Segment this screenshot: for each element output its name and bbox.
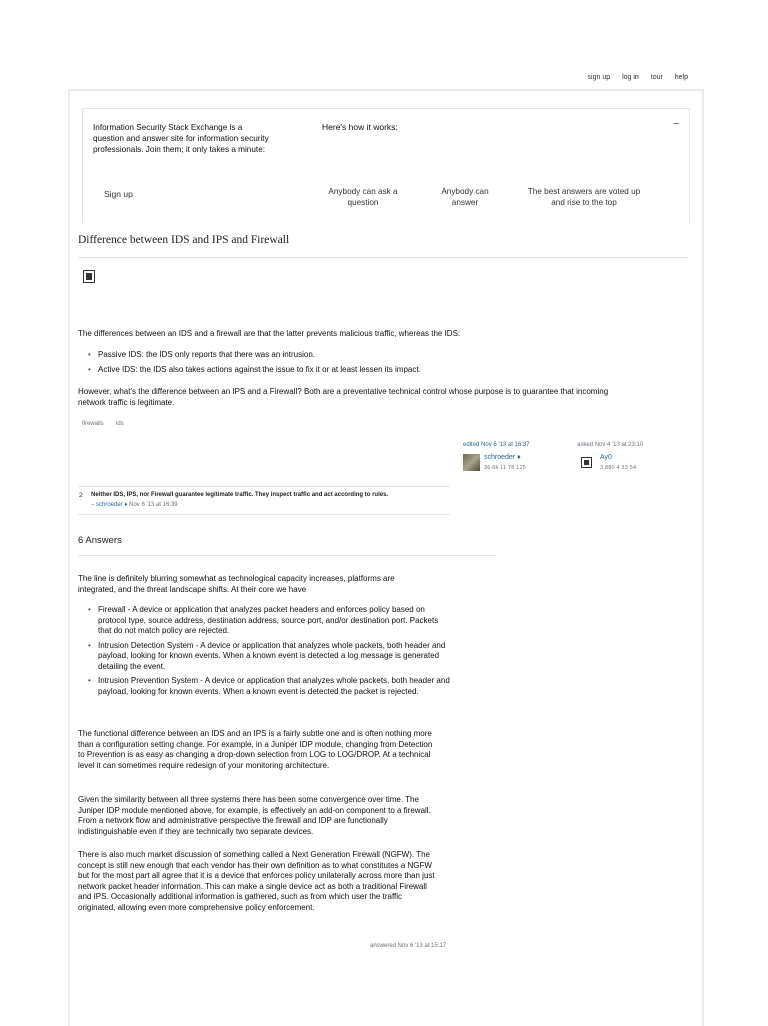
answer-paragraph: Given the similarity between all three systems there has been some convergence over time. The Juniper IDP module mentioned above, for example, is effectively an add-on component to a firewall. From a network flow and administrative perspective the firewall and IDP are functionally indistinguishable even if they are technically two separate devices.	[78, 795, 431, 836]
how-it-works-heading: Here's how it works:	[322, 122, 398, 132]
list-item: • Intrusion Prevention System - A device or application that analyzes whole packets, both header and payload, looking for known events. When a known event is detected the packet is rejected.	[98, 676, 450, 697]
welcome-signup-button[interactable]: Sign up	[104, 189, 133, 199]
close-icon[interactable]: –	[673, 118, 679, 129]
tag-ids[interactable]: ids	[116, 421, 124, 427]
list-item: • Intrusion Detection System - A device or application that analyzes whole packets, both header and payload, looking for known events. When a known event is detected a log message is generated detailing the event.	[98, 641, 450, 673]
title-divider	[78, 257, 688, 258]
asker-reputation: 3,880 4 33 54	[600, 465, 637, 471]
welcome-banner	[82, 108, 690, 223]
step-ask: Anybody can ask a question	[328, 187, 398, 207]
comment-divider	[78, 514, 450, 515]
question-intro: The differences between an IDS and a firewall are that the latter prevents malicious traffic, whereas the IDS:	[78, 329, 461, 338]
answer-intro: The line is definitely blurring somewhat as technological capacity increases, platforms are integrated, and the threat landscape shifts. At their core we have	[78, 574, 395, 594]
question-bullets	[88, 350, 598, 379]
asked-label: asked	[577, 442, 594, 448]
edited-label: edited	[463, 442, 480, 448]
list-item: • Passive IDS: the IDS only reports that there was an intrusion.	[98, 350, 598, 361]
help-link[interactable]: help	[674, 74, 688, 81]
comment-date: Nov 6 '13 at 16:39	[127, 502, 178, 508]
answer-paragraph: The functional difference between an IDS and an IPS is a fairly subtle one and is often nothing more than a configuration setting change. For example, in a Juniper IDP module, changing from Detection to Prevention is as easy as changing a drop-down selection from LOG to LOG/DROP. At a technical level it can sometimes require redesign of your monitoring architecture.	[78, 729, 433, 770]
avatar[interactable]	[463, 454, 480, 471]
signup-link[interactable]: sign up	[587, 74, 611, 81]
answers-divider	[78, 555, 496, 556]
edited-info	[463, 442, 530, 448]
step-vote: The best answers are voted up and rise to the top	[527, 187, 641, 207]
asker-username[interactable]: Ay0	[600, 454, 612, 461]
edited-date[interactable]: Nov 6 '13 at 16:37	[481, 442, 530, 448]
editor-username[interactable]: schroeder ♦	[484, 454, 521, 461]
list-item: • Active IDS: the IDS also takes actions against the issue to fix it or at least lessen its impact.	[98, 365, 598, 376]
top-nav	[578, 74, 688, 81]
list-item: • Firewall - A device or application that analyzes packet headers and enforces policy based on protocol type, source address, destination address, source port, and/or destination port. Packets that do not match policy are rejected.	[98, 605, 450, 637]
asked-date[interactable]: Nov 4 '13 at 23:10	[594, 442, 644, 448]
tag-firewalls[interactable]: firewalls	[82, 421, 104, 427]
comment-score: 2	[79, 492, 83, 499]
step-answer: Anybody can answer	[441, 187, 489, 207]
welcome-intro: Information Security Stack Exchange is a question and answer site for information security professionals. Join them; it only takes a minute:	[93, 123, 269, 154]
comments-divider	[78, 486, 450, 487]
question-followup: However, what's the difference between an IPS and a Firewall? Both are a preventative technical control whose purpose is to guarantee that incoming network traffic is legitimate.	[78, 387, 609, 407]
tour-link[interactable]: tour	[650, 74, 663, 81]
comment-dash: –	[91, 502, 97, 508]
comment-user[interactable]: schroeder ♦	[96, 502, 128, 508]
asked-info	[577, 442, 643, 448]
answers-heading: 6 Answers	[78, 535, 122, 546]
answer-paragraph: There is also much market discussion of something called a Next Generation Firewall (NGFW). The concept is still new enough that each vendor has their own definition as to what constitutes a NGFW but for the most part all agree that it is a device that enforces policy unilaterally across more than just network packet header information. This can make a single device act as both a traditional Firewall and IPS. Occasionally additional information is gathered, such as from which user the traffic originated, allowing even more comprehensive policy enforcement.	[78, 850, 435, 912]
question-title[interactable]: Difference between IDS and IPS and Firewall	[78, 234, 290, 246]
comment-text: Neither IDS, IPS, nor Firewall guarantee legitimate traffic. They inspect traffic and act according to rules.	[91, 492, 389, 498]
answered-date[interactable]: answered Nov 6 '13 at 15:17	[370, 943, 447, 949]
broken-image-icon	[83, 270, 95, 283]
avatar-broken-icon[interactable]	[581, 457, 592, 468]
comment-meta	[91, 502, 178, 508]
login-link[interactable]: log in	[622, 74, 639, 81]
answer-bullets	[88, 605, 450, 701]
editor-reputation: 36.6k 11 78 125	[484, 465, 527, 471]
